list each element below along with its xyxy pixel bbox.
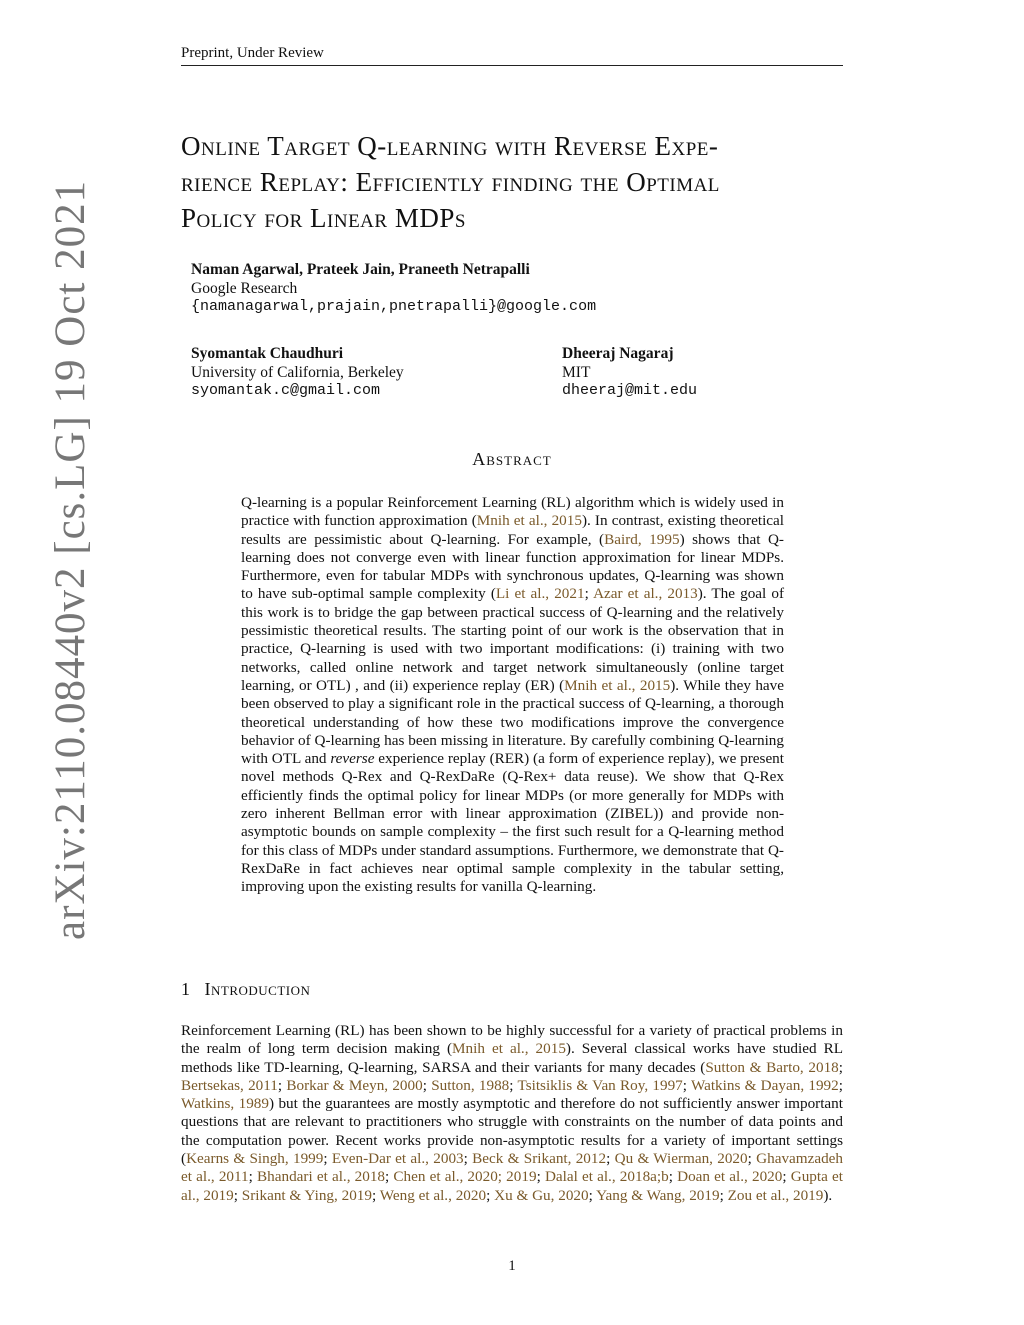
separator: ; xyxy=(606,1150,615,1168)
section-title: Introduction xyxy=(204,979,311,999)
separator: ; xyxy=(486,1186,495,1204)
citation-link[interactable]: Yang & Wang, 2019 xyxy=(596,1186,720,1204)
author-chaudhuri xyxy=(191,345,404,401)
author-email: dheeraj@mit.edu xyxy=(562,382,698,399)
separator: ; xyxy=(838,1076,843,1094)
separator: ; xyxy=(838,1058,843,1076)
separator: ; xyxy=(248,1168,258,1186)
separator: ; xyxy=(509,1076,518,1094)
citation-link[interactable]: Chen et al., 2020; 2019 xyxy=(393,1168,537,1186)
separator: ; xyxy=(323,1150,332,1168)
section-heading-introduction xyxy=(181,979,310,1000)
citation-link[interactable]: Li et al., 2021 xyxy=(495,585,585,603)
separator: ; xyxy=(277,1076,287,1094)
citation-link[interactable]: Sutton & Barto, 2018 xyxy=(705,1058,839,1076)
paper-title xyxy=(181,128,843,236)
abstract-text: ). The goal of this work is to bridge the gap between practical success of Q-learning and the relatively pessimistic theoretical results. The starting point of our work is the observation that in practice, Q-learning is used with two important modifications: (i) training with two networks, called online network and target network simultaneously (online target learning, or OTL) , and (ii) experience replay (ER) ( xyxy=(241,585,784,694)
separator: ; xyxy=(536,1168,545,1186)
citation-link[interactable]: Azar et al., 2013 xyxy=(593,585,698,603)
citation-link[interactable]: Mnih et al., 2015 xyxy=(476,512,582,530)
author-name: Syomantak Chaudhuri xyxy=(191,345,344,362)
title-line-3: Policy for Linear MDPs xyxy=(181,203,466,233)
citation-link[interactable]: Gupta et al., 2019 xyxy=(181,1168,843,1204)
title-line-2: rience Replay: Efficiently finding the Optimal xyxy=(181,167,720,197)
separator: ; xyxy=(682,1076,691,1094)
abstract-text: experience replay (RER) (a form of experience replay), we present novel methods Q-Rex and Q-RexDaRe (Q-Rex+ data reuse). We show that Q-Rex efficiently finds the optimal policy for linear MDPs (or more generally for MDPs with zero inherent Bellman error with linear approximation (ZIBEL)) and provide non-asymptotic bounds on sample complexity – the first such result for a Q-learning method for this class of MDPs under standard assumptions. Furthermore, we demonstrate that Q-RexDaRe in fact achieves near optimal sample complexity in the tabular setting, improving upon the existing results for vanilla Q-learning. xyxy=(241,750,784,896)
separator: ; xyxy=(719,1186,728,1204)
body-text: ). Several classical works have studied RL methods like TD-learning, Q-learning, SARSA and their variants for many decades ( xyxy=(181,1040,843,1076)
author-email: syomantak.c@gmail.com xyxy=(191,382,381,399)
citation-link[interactable]: Sutton, 1988 xyxy=(431,1076,510,1094)
citation-link[interactable]: Bhandari et al., 2018 xyxy=(257,1168,386,1186)
abstract-text: ). In contrast, existing theoretical results are pessimistic about Q-learning. For example, ( xyxy=(241,512,784,548)
citation-link[interactable]: Watkins & Dayan, 1992 xyxy=(690,1076,839,1094)
citation-link[interactable]: Srikant & Ying, 2019 xyxy=(241,1186,372,1204)
citation-link[interactable]: Ghavamzadeh et al., 2011 xyxy=(181,1150,844,1186)
abstract-text: Q-learning is a popular Reinforcement Learning (RL) algorithm which is widely used in practice with function approximation ( xyxy=(241,494,784,530)
separator: ; xyxy=(463,1150,473,1168)
citation-link[interactable]: Borkar & Meyn, 2000 xyxy=(286,1076,423,1094)
separator: ; xyxy=(422,1076,432,1094)
citation-link[interactable]: Dalal et al., 2018a;b xyxy=(544,1168,669,1186)
author-names: Naman Agarwal, Prateek Jain, Praneeth Netrapalli xyxy=(191,261,530,278)
separator: ; xyxy=(372,1186,380,1204)
citation-link[interactable]: Beck & Srikant, 2012 xyxy=(472,1150,607,1168)
emphasis-reverse: reverse xyxy=(330,750,375,768)
body-text: ) but the guarantees are mostly asymptotic and therefore do not sufficiently answer important questions that are relevant to practitioners who struggle with constraints on the number of data points and the computation power. Recent works provide non-asymptotic results for a variety of important settings ( xyxy=(181,1095,843,1168)
author-group-google xyxy=(191,261,596,317)
citation-link[interactable]: Mnih et al., 2015 xyxy=(452,1040,566,1058)
citation-link[interactable]: Even-Dar et al., 2003 xyxy=(331,1150,464,1168)
section-number: 1 xyxy=(181,979,191,999)
title-line-1: Online Target Q-learning with Reverse Expe- xyxy=(181,131,719,161)
citation-link[interactable]: Zou et al., 2019 xyxy=(727,1186,824,1204)
abstract-heading: Abstract xyxy=(472,449,552,469)
citation-link[interactable]: Mnih et al., 2015 xyxy=(564,676,671,694)
author-affiliation: University of California, Berkeley xyxy=(191,363,404,381)
separator: ; xyxy=(782,1168,791,1186)
citation-link[interactable]: Watkins, 1989 xyxy=(181,1095,269,1113)
separator: ; xyxy=(588,1186,597,1204)
separator: ; xyxy=(385,1168,394,1186)
citation-link[interactable]: Bertsekas, 2011 xyxy=(181,1076,278,1094)
abstract-text: ). While they have been observed to play a significant role in the practical success of Q-learning, a thorough theoretical understanding of how these two modifications improve the convergence behavior of Q-learning has been missing in literature. By carefully combining Q-learning with OTL and xyxy=(241,676,785,768)
citation-link[interactable]: Baird, 1995 xyxy=(604,530,680,548)
header-rule xyxy=(181,65,843,66)
body-text: Reinforcement Learning (RL) has been shown to be highly successful for a variety of practical problems in the realm of long term decision making ( xyxy=(181,1022,843,1058)
body-text: ). xyxy=(823,1186,833,1204)
citation-link[interactable]: Doan et al., 2020 xyxy=(677,1168,783,1186)
abstract-text: ; xyxy=(584,585,594,603)
author-affiliation: MIT xyxy=(562,363,591,381)
author-email: {namanagarwal,prajain,pnetrapalli}@google.com xyxy=(191,298,597,315)
author-name: Dheeraj Nagaraj xyxy=(562,345,674,362)
author-nagaraj xyxy=(562,345,697,401)
abstract-body xyxy=(241,494,784,897)
citation-link[interactable]: Weng et al., 2020 xyxy=(379,1186,487,1204)
running-head: Preprint, Under Review xyxy=(181,45,324,61)
citation-link[interactable]: Tsitsiklis & Van Roy, 1997 xyxy=(517,1076,683,1094)
citation-link[interactable]: Xu & Gu, 2020 xyxy=(494,1186,589,1204)
introduction-body xyxy=(181,1022,843,1205)
abstract-text: ) shows that Q-learning does not converge even with linear function approximation for linear MDPs. Furthermore, even for tabular MDPs with synchronous updates, Q-learning was shown to have sub-optimal sample complexity ( xyxy=(241,530,784,603)
arxiv-identifier-stamp: arXiv:2110.08440v2 [cs.LG] 19 Oct 2021 xyxy=(47,179,94,940)
separator: ; xyxy=(233,1186,242,1204)
author-affiliation: Google Research xyxy=(191,279,298,297)
page-number: 1 xyxy=(508,1258,516,1274)
citation-link[interactable]: Kearns & Singh, 1999 xyxy=(186,1150,324,1168)
separator: ; xyxy=(668,1168,678,1186)
separator: ; xyxy=(747,1150,757,1168)
citation-link[interactable]: Qu & Wierman, 2020 xyxy=(614,1150,748,1168)
